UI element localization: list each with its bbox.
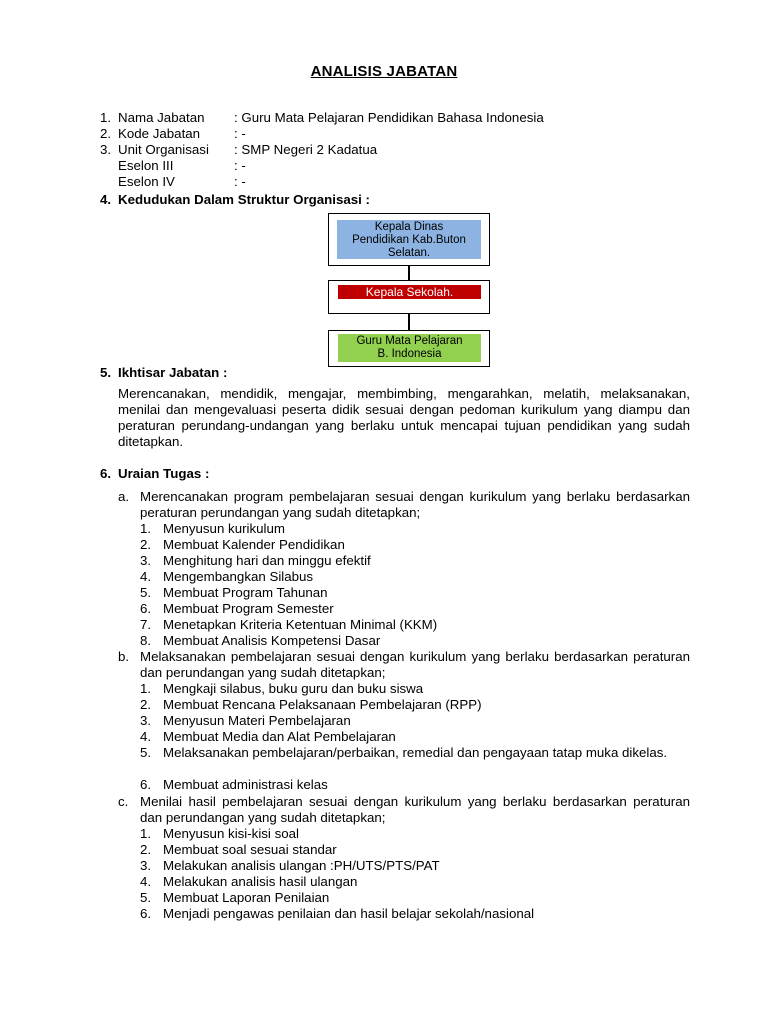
- list-item: Membuat Rencana Pelaksanaan Pembelajaran (RPP): [163, 697, 482, 712]
- list-item-number: 5.: [140, 890, 152, 905]
- section-4-heading: Kedudukan Dalam Struktur Organisasi :: [118, 192, 370, 207]
- field-label: Nama Jabatan: [118, 110, 205, 125]
- list-item: Membuat administrasi kelas: [163, 777, 328, 792]
- list-item: Membuat Laporan Penilaian: [163, 890, 330, 905]
- task-a-text: Merencanakan program pembelajaran sesuai dengan kurikulum yang berlaku berdasarkan peraturan perundangan yang sudah ditetapkan;: [140, 489, 690, 520]
- list-item-number: 1.: [140, 826, 152, 841]
- list-item: Membuat Kalender Pendidikan: [163, 537, 345, 552]
- list-item-number: 2.: [140, 697, 152, 712]
- list-item: Mengkaji silabus, buku guru dan buku siswa: [163, 681, 424, 696]
- field-value: : -: [234, 174, 246, 189]
- field-value: : -: [234, 126, 246, 141]
- list-item-number: 6.: [140, 777, 152, 792]
- list-item: Membuat Media dan Alat Pembelajaran: [163, 729, 396, 744]
- list-item-number: 3.: [140, 713, 152, 728]
- org-box-kepala-dinas-line2: Pendidikan Kab.Buton: [352, 234, 466, 246]
- field-value: : Guru Mata Pelajaran Pendidikan Bahasa Indonesia: [234, 110, 544, 125]
- task-a-letter: a.: [118, 489, 130, 504]
- list-item: Membuat Analisis Kompetensi Dasar: [163, 633, 381, 648]
- list-item-number: 2.: [140, 537, 152, 552]
- list-item: Melaksanakan pembelajaran/perbaikan, remedial dan pengayaan tatap muka dikelas.: [163, 745, 668, 760]
- list-item: Membuat Program Tahunan: [163, 585, 328, 600]
- section-4-number: 4.: [100, 192, 112, 207]
- field-value: : -: [234, 158, 246, 173]
- list-item-number: 5.: [140, 745, 152, 760]
- section-6-heading: Uraian Tugas :: [118, 466, 210, 481]
- org-box-guru: [328, 330, 490, 367]
- list-item-number: 3.: [140, 553, 152, 568]
- list-item: Membuat Program Semester: [163, 601, 334, 616]
- list-item-number: 8.: [140, 633, 152, 648]
- list-item: Melakukan analisis ulangan :PH/UTS/PTS/PAT: [163, 858, 440, 873]
- section-5-number: 5.: [100, 365, 112, 380]
- list-item: Membuat soal sesuai standar: [163, 842, 337, 857]
- field-label: Eselon III: [118, 158, 174, 173]
- list-item: Menyusun kurikulum: [163, 521, 285, 536]
- list-item-number: 4.: [140, 729, 152, 744]
- org-box-kepala-dinas: [328, 213, 490, 266]
- list-item: Menjadi pengawas penilaian dan hasil belajar sekolah/nasional: [163, 906, 535, 921]
- org-box-kepala-dinas-line3: Selatan.: [387, 247, 431, 259]
- list-item-number: 2.: [140, 842, 152, 857]
- org-box-kepala-sekolah: [328, 280, 490, 314]
- org-connector-1: [408, 266, 410, 280]
- org-box-guru-fill: [338, 334, 481, 362]
- task-c-letter: c.: [118, 794, 129, 809]
- list-item: Menghitung hari dan minggu efektif: [163, 553, 371, 568]
- list-item-number: 5.: [140, 585, 152, 600]
- task-b-text: Melaksanakan pembelajaran sesuai dengan kurikulum yang berlaku berdasarkan peraturan dan perundangan yang sudah ditetapkan;: [140, 649, 690, 680]
- org-connector-2: [408, 314, 410, 331]
- list-item-number: 3.: [140, 858, 152, 873]
- field-number: 1.: [100, 110, 112, 125]
- list-item-number: 4.: [140, 569, 152, 584]
- list-item: Melakukan analisis hasil ulangan: [163, 874, 358, 889]
- page-title: ANALISIS JABATAN: [310, 63, 458, 80]
- field-label: Unit Organisasi: [118, 142, 209, 157]
- list-item-number: 1.: [140, 521, 152, 536]
- list-item: Menyusun Materi Pembelajaran: [163, 713, 351, 728]
- org-box-kepala-sekolah-fill: Kepala Sekolah.: [338, 285, 481, 299]
- field-label: Kode Jabatan: [118, 126, 201, 141]
- field-label: Eselon IV: [118, 174, 175, 189]
- org-box-guru-line2: B. Indonesia: [377, 348, 442, 360]
- list-item-number: 4.: [140, 874, 152, 889]
- field-value: : SMP Negeri 2 Kadatua: [234, 142, 378, 157]
- list-item-number: 7.: [140, 617, 152, 632]
- list-item-number: 1.: [140, 681, 152, 696]
- org-box-guru-line1: Guru Mata Pelajaran: [356, 335, 463, 347]
- org-box-kepala-dinas-line1: Kepala Dinas: [374, 221, 444, 233]
- list-item: Mengembangkan Silabus: [163, 569, 314, 584]
- section-5-heading: Ikhtisar Jabatan :: [118, 365, 228, 380]
- field-number: 3.: [100, 142, 112, 157]
- task-b-letter: b.: [118, 649, 130, 664]
- list-item: Menyusun kisi-kisi soal: [163, 826, 299, 841]
- task-c-text: Menilai hasil pembelajaran sesuai dengan kurikulum yang berlaku berdasarkan peraturan dan perundangan yang sudah ditetapkan;: [140, 794, 690, 825]
- list-item-number: 6.: [140, 906, 152, 921]
- section-6-number: 6.: [100, 466, 112, 481]
- org-box-kepala-dinas-fill: [337, 220, 481, 259]
- field-number: 2.: [100, 126, 112, 141]
- list-item-number: 6.: [140, 601, 152, 616]
- list-item: Menetapkan Kriteria Ketentuan Minimal (KKM): [163, 617, 438, 632]
- section-5-text: Merencanakan, mendidik, mengajar, membimbing, mengarahkan, melatih, melaksanakan, menilai dan mengevaluasi peserta didik sesuai dengan pedoman kurikulum yang diampu dan peraturan perundang-undangan yang berlaku untuk mencapai tujuan pendidikan yang sudah ditetapkan.: [118, 386, 690, 449]
